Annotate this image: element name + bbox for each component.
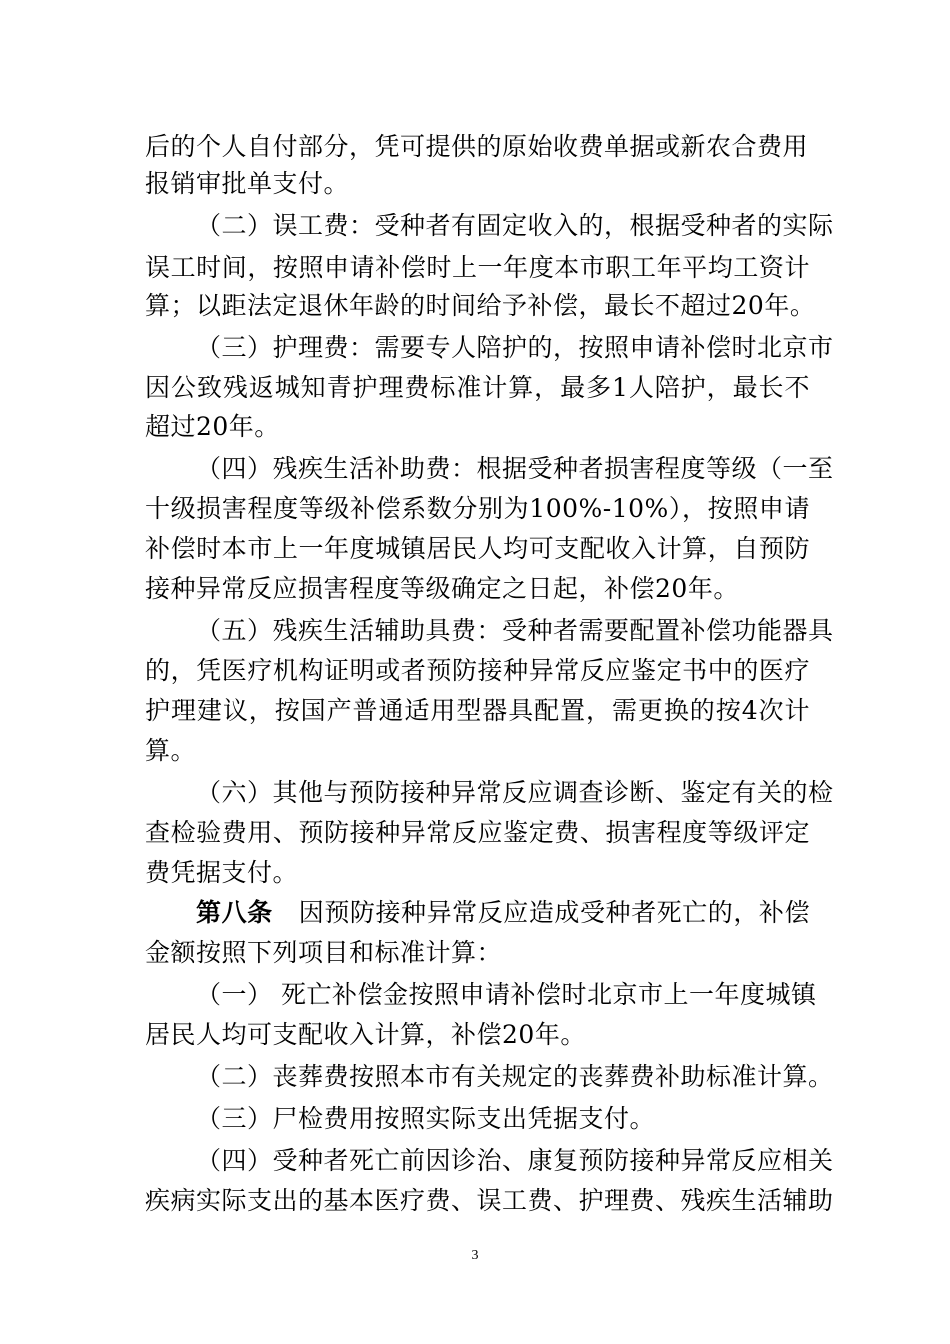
paragraph-line: （三）尸检费用按照实际支出凭据支付。 (196, 1104, 656, 1133)
paragraph-line: 接种异常反应损害程度等级确定之日起，补偿20年。 (145, 574, 739, 603)
paragraph-line: 的，凭医疗机构证明或者预防接种异常反应鉴定书中的医疗 (145, 656, 810, 685)
page-number: 3 (471, 1248, 479, 1263)
paragraph-line: 误工时间，按照申请补偿时上一年度本市职工年平均工资计 (145, 253, 810, 282)
paragraph-line: 费凭据支付。 (145, 858, 299, 887)
article-text: 因预防接种异常反应造成受种者死亡的，补偿 (298, 898, 810, 927)
paragraph-line: （三）护理费：需要专人陪护的，按照申请补偿时北京市 (196, 333, 834, 362)
paragraph-line: （二）误工费：受种者有固定收入的，根据受种者的实际 (196, 211, 834, 240)
paragraph-line: 十级损害程度等级补偿系数分别为100%-10%），按照申请 (145, 494, 810, 523)
paragraph-line: 金额按照下列项目和标准计算： (145, 938, 503, 967)
article-heading: 第八条 (196, 898, 273, 927)
paragraph-line: （四）受种者死亡前因诊治、康复预防接种异常反应相关 (196, 1146, 834, 1175)
paragraph-line: 报销审批单支付。 (145, 169, 350, 198)
paragraph-line: 疾病实际支出的基本医疗费、误工费、护理费、残疾生活辅助 (145, 1186, 834, 1215)
paragraph-line: （二）丧葬费按照本市有关规定的丧葬费补助标准计算。 (196, 1062, 834, 1091)
paragraph-line: 居民人均可支配收入计算，补偿20年。 (145, 1020, 586, 1049)
paragraph-line: （五）残疾生活辅助具费：受种者需要配置补偿功能器具 (196, 616, 834, 645)
paragraph-line: 算；以距法定退休年龄的时间给予补偿，最长不超过20年。 (145, 291, 816, 320)
paragraph-line: 后的个人自付部分，凭可提供的原始收费单据或新农合费用 (145, 132, 809, 161)
paragraph-line: 护理建议，按国产普通适用型器具配置，需更换的按4次计 (145, 696, 810, 725)
paragraph-line: 超过20年。 (145, 412, 280, 441)
paragraph-line: 查检验费用、预防接种异常反应鉴定费、损害程度等级评定 (145, 818, 810, 847)
paragraph-line: 算。 (145, 736, 197, 765)
paragraph-line: （四）残疾生活补助费：根据受种者损害程度等级（一至 (196, 454, 834, 483)
article-line (196, 895, 810, 931)
paragraph-line: （六）其他与预防接种异常反应调查诊断、鉴定有关的检 (196, 778, 834, 807)
paragraph-line: 因公致残返城知青护理费标准计算，最多1人陪护，最长不 (145, 373, 810, 402)
paragraph-line: 补偿时本市上一年度城镇居民人均可支配收入计算，自预防 (145, 534, 810, 563)
paragraph-line: （一） 死亡补偿金按照申请补偿时北京市上一年度城镇 (196, 980, 817, 1009)
